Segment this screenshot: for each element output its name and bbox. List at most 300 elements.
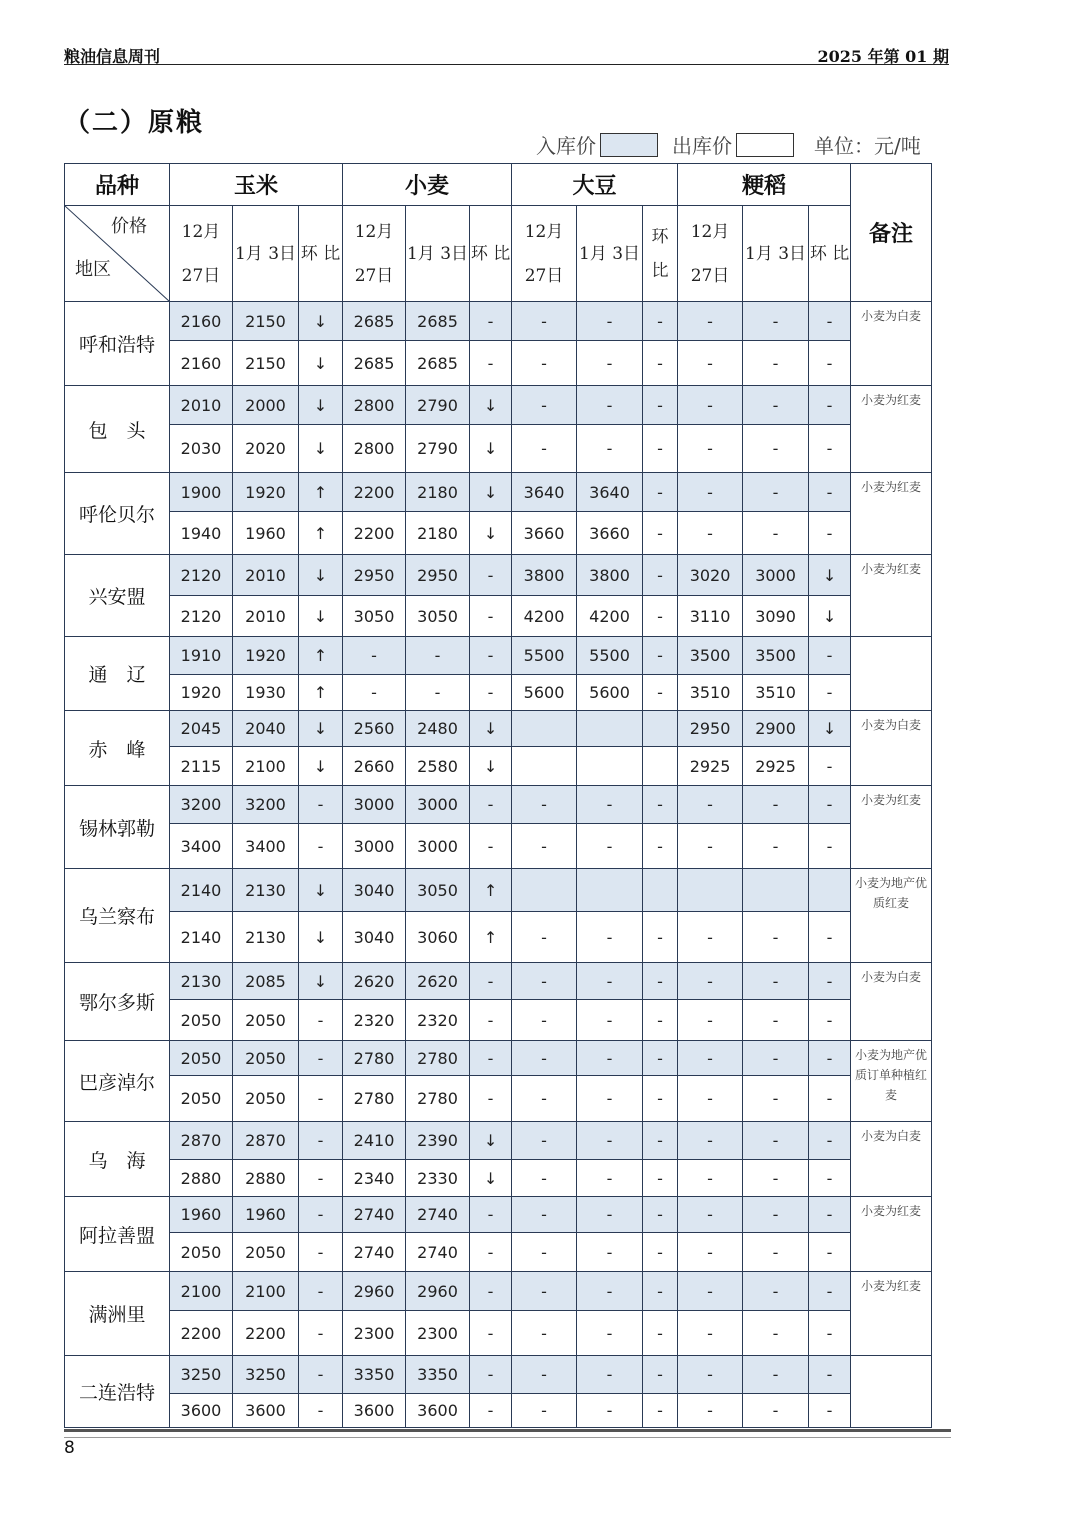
price-cell: -	[577, 1311, 643, 1356]
price-cell: -	[678, 1233, 743, 1272]
price-cell: 2115	[170, 747, 233, 786]
date-header-row	[65, 206, 932, 302]
change-indicator: -	[643, 302, 678, 341]
out-price-row	[65, 1160, 932, 1197]
price-cell: 3350	[406, 1356, 470, 1394]
region-name: 呼伦贝尔	[65, 473, 170, 555]
in-price-row	[65, 1197, 932, 1233]
price-cell: -	[577, 302, 643, 341]
price-cell: 2560	[343, 711, 406, 747]
region-name: 乌 海	[65, 1122, 170, 1197]
price-cell: -	[678, 302, 743, 341]
price-cell: 2960	[343, 1272, 406, 1311]
price-table-body	[65, 302, 932, 1428]
price-cell: 2790	[406, 425, 470, 473]
in-price-row	[65, 869, 932, 912]
remark-cell: 小麦为白麦	[851, 711, 932, 786]
price-cell: -	[743, 386, 809, 425]
change-indicator	[643, 869, 678, 912]
change-indicator	[643, 747, 678, 786]
price-cell: 2880	[233, 1160, 299, 1197]
soybean-header: 大豆	[512, 164, 678, 206]
change-indicator: -	[643, 1076, 678, 1122]
price-cell: 5600	[512, 675, 577, 711]
price-cell: 3640	[577, 473, 643, 512]
change-indicator: -	[643, 1394, 678, 1428]
price-cell: -	[743, 1076, 809, 1122]
price-cell: 2120	[170, 555, 233, 596]
price-cell: 3400	[170, 824, 233, 869]
price-cell: 3350	[343, 1356, 406, 1394]
price-cell: 2660	[343, 747, 406, 786]
region-name: 锡林郭勒	[65, 786, 170, 869]
remark-header: 备注	[851, 164, 932, 302]
out-price-swatch	[736, 133, 794, 157]
price-cell: 2130	[170, 963, 233, 1000]
date-header: 1月 3日	[743, 206, 809, 302]
region-name: 兴安盟	[65, 555, 170, 637]
price-cell: 1960	[233, 512, 299, 555]
price-cell: -	[512, 1311, 577, 1356]
change-indicator: -	[299, 1394, 343, 1428]
price-cell: 2800	[343, 386, 406, 425]
price-cell: 2800	[343, 425, 406, 473]
price-cell: -	[678, 1272, 743, 1311]
price-cell: 2150	[233, 341, 299, 386]
price-cell: 5600	[577, 675, 643, 711]
price-cell: 2180	[406, 473, 470, 512]
price-cell: 2740	[343, 1233, 406, 1272]
price-cell: -	[743, 824, 809, 869]
price-cell: 1960	[170, 1197, 233, 1233]
region-name: 通 辽	[65, 637, 170, 711]
change-indicator: -	[299, 1160, 343, 1197]
price-cell: 3640	[512, 473, 577, 512]
out-price-label: 出库价	[672, 134, 732, 158]
change-header: 环 比	[643, 206, 678, 302]
change-indicator: -	[643, 1197, 678, 1233]
price-cell: 3200	[233, 786, 299, 824]
change-indicator: ↓	[299, 596, 343, 637]
price-cell: 2410	[343, 1122, 406, 1160]
price-cell: 2085	[233, 963, 299, 1000]
price-cell: 1900	[170, 473, 233, 512]
price-cell: 3000	[343, 824, 406, 869]
out-price-row	[65, 1233, 932, 1272]
section-title: （二）原粮	[64, 108, 205, 138]
price-cell: -	[512, 1356, 577, 1394]
remark-cell	[851, 637, 932, 711]
price-cell: 2100	[233, 747, 299, 786]
in-price-label: 入库价	[536, 134, 596, 158]
price-cell: 3510	[678, 675, 743, 711]
price-cell: 2870	[233, 1122, 299, 1160]
change-indicator: ↓	[299, 912, 343, 963]
price-cell: -	[577, 1356, 643, 1394]
in-price-row	[65, 1041, 932, 1076]
price-cell: 3250	[233, 1356, 299, 1394]
price-cell: -	[678, 341, 743, 386]
change-indicator: -	[643, 912, 678, 963]
change-indicator: ↓	[470, 386, 512, 425]
change-indicator: -	[643, 1311, 678, 1356]
change-indicator: -	[470, 1197, 512, 1233]
price-cell: 2050	[170, 1233, 233, 1272]
price-cell: -	[678, 1394, 743, 1428]
price-cell: -	[512, 1041, 577, 1076]
price-cell: -	[743, 786, 809, 824]
date-header: 12月 27日	[170, 206, 233, 302]
change-indicator: -	[299, 1272, 343, 1311]
change-indicator: -	[299, 1000, 343, 1041]
change-indicator: -	[299, 786, 343, 824]
out-price-row	[65, 824, 932, 869]
price-cell: -	[678, 1197, 743, 1233]
price-cell: -	[577, 1197, 643, 1233]
date-header: 1月 3日	[577, 206, 643, 302]
price-cell: 3040	[343, 869, 406, 912]
in-price-row	[65, 1356, 932, 1394]
change-indicator: ↓	[299, 386, 343, 425]
price-cell: 2320	[406, 1000, 470, 1041]
price-cell: -	[512, 786, 577, 824]
price-cell: 2330	[406, 1160, 470, 1197]
price-cell: 2950	[406, 555, 470, 596]
remark-cell: 小麦为红麦	[851, 386, 932, 473]
change-indicator: ↑	[470, 912, 512, 963]
price-cell: 2780	[406, 1076, 470, 1122]
region-name: 鄂尔多斯	[65, 963, 170, 1041]
out-price-row	[65, 912, 932, 963]
price-cell	[512, 711, 577, 747]
price-cell: 2300	[343, 1311, 406, 1356]
journal-title: 粮油信息周刊	[64, 47, 161, 66]
change-indicator: -	[470, 1233, 512, 1272]
price-cell: 2950	[343, 555, 406, 596]
price-cell: 3050	[406, 596, 470, 637]
price-cell: -	[678, 512, 743, 555]
price-cell: -	[577, 1394, 643, 1428]
change-indicator: -	[470, 302, 512, 341]
change-indicator: -	[809, 302, 851, 341]
page-number: 8	[64, 1438, 75, 1458]
price-cell: 2925	[743, 747, 809, 786]
price-cell: -	[743, 1272, 809, 1311]
price-cell: -	[577, 963, 643, 1000]
change-indicator: -	[809, 747, 851, 786]
change-indicator: -	[470, 341, 512, 386]
change-indicator: -	[643, 512, 678, 555]
price-cell: -	[678, 425, 743, 473]
price-cell: 3660	[577, 512, 643, 555]
price-cell: 2200	[170, 1311, 233, 1356]
price-cell: -	[512, 1122, 577, 1160]
change-indicator: -	[643, 425, 678, 473]
footer-divider	[64, 1429, 951, 1438]
change-indicator: -	[470, 675, 512, 711]
change-indicator: -	[809, 1122, 851, 1160]
price-label: 价格	[111, 216, 147, 237]
change-indicator: -	[299, 1076, 343, 1122]
price-cell: 2740	[343, 1197, 406, 1233]
change-indicator: -	[299, 1356, 343, 1394]
region-name: 赤 峰	[65, 711, 170, 786]
price-cell: -	[743, 1311, 809, 1356]
price-cell: -	[743, 1122, 809, 1160]
remark-cell: 小麦为地产优质订单种植红麦	[851, 1041, 932, 1122]
price-cell: -	[577, 341, 643, 386]
variety-header: 品种	[65, 164, 170, 206]
header-divider	[64, 64, 949, 65]
change-indicator: -	[470, 1311, 512, 1356]
change-indicator: ↓	[809, 711, 851, 747]
in-price-row	[65, 555, 932, 596]
remark-cell: 小麦为红麦	[851, 1272, 932, 1356]
change-indicator: -	[643, 1041, 678, 1076]
price-cell: 3600	[406, 1394, 470, 1428]
region-name: 包 头	[65, 386, 170, 473]
grain-price-table	[64, 163, 932, 1428]
price-cell: 2160	[170, 341, 233, 386]
change-indicator: -	[643, 637, 678, 675]
price-cell: -	[743, 425, 809, 473]
price-cell: 2580	[406, 747, 470, 786]
price-cell: 1930	[233, 675, 299, 711]
price-cell: 2130	[233, 869, 299, 912]
price-cell: -	[743, 1041, 809, 1076]
price-cell: 3000	[406, 786, 470, 824]
price-cell: 3110	[678, 596, 743, 637]
price-cell: 2960	[406, 1272, 470, 1311]
price-cell: -	[743, 1233, 809, 1272]
remark-cell: 小麦为红麦	[851, 555, 932, 637]
price-cell: 2950	[678, 711, 743, 747]
out-price-row	[65, 747, 932, 786]
change-indicator: -	[470, 824, 512, 869]
change-indicator: -	[470, 1076, 512, 1122]
remark-cell: 小麦为红麦	[851, 786, 932, 869]
price-cell: 2870	[170, 1122, 233, 1160]
change-indicator: -	[470, 555, 512, 596]
in-price-row	[65, 1272, 932, 1311]
price-cell: 3660	[512, 512, 577, 555]
change-indicator: -	[470, 1000, 512, 1041]
change-indicator: -	[809, 1197, 851, 1233]
price-cell: 2150	[233, 302, 299, 341]
price-cell: 3600	[343, 1394, 406, 1428]
change-indicator: -	[643, 824, 678, 869]
price-cell: -	[743, 302, 809, 341]
price-cell: 2200	[343, 512, 406, 555]
price-cell: 5500	[512, 637, 577, 675]
price-cell	[512, 869, 577, 912]
price-cell: 3060	[406, 912, 470, 963]
price-cell: 1920	[233, 637, 299, 675]
price-cell: 2685	[406, 302, 470, 341]
region-name: 二连浩特	[65, 1356, 170, 1428]
price-cell: 2020	[233, 425, 299, 473]
price-cell: -	[678, 1160, 743, 1197]
change-indicator	[643, 711, 678, 747]
price-cell: 3050	[343, 596, 406, 637]
change-indicator: -	[470, 1356, 512, 1394]
change-indicator: ↓	[470, 1160, 512, 1197]
price-cell: -	[512, 341, 577, 386]
out-price-row	[65, 1076, 932, 1122]
date-header: 12月 27日	[678, 206, 743, 302]
price-cell: 3000	[343, 786, 406, 824]
price-cell: 2740	[406, 1197, 470, 1233]
out-price-row	[65, 341, 932, 386]
change-indicator: ↓	[470, 425, 512, 473]
price-cell: 2130	[233, 912, 299, 963]
region-name: 呼和浩特	[65, 302, 170, 386]
change-indicator: -	[470, 596, 512, 637]
change-indicator: -	[809, 1076, 851, 1122]
price-cell: -	[743, 963, 809, 1000]
price-cell: -	[678, 1122, 743, 1160]
price-cell: 2050	[233, 1041, 299, 1076]
price-cell: 2390	[406, 1122, 470, 1160]
change-indicator: -	[299, 1197, 343, 1233]
change-indicator: -	[643, 786, 678, 824]
price-cell: 3600	[233, 1394, 299, 1428]
change-indicator: -	[643, 1122, 678, 1160]
price-cell: 2050	[233, 1233, 299, 1272]
price-cell: -	[577, 912, 643, 963]
change-indicator	[809, 869, 851, 912]
price-cell	[743, 869, 809, 912]
change-indicator: ↓	[299, 711, 343, 747]
price-cell: -	[577, 786, 643, 824]
region-name: 巴彦淖尔	[65, 1041, 170, 1122]
change-indicator: -	[643, 596, 678, 637]
price-cell: 2925	[678, 747, 743, 786]
price-cell: 1940	[170, 512, 233, 555]
price-cell: -	[743, 1000, 809, 1041]
price-cell: -	[577, 1076, 643, 1122]
price-cell: -	[512, 425, 577, 473]
price-cell: 3500	[743, 637, 809, 675]
price-cell: 3020	[678, 555, 743, 596]
change-indicator: ↑	[299, 512, 343, 555]
unit-label: 单位：元/吨	[814, 134, 921, 158]
change-indicator: -	[643, 341, 678, 386]
price-cell: 2140	[170, 912, 233, 963]
out-price-row	[65, 1311, 932, 1356]
price-cell: -	[743, 473, 809, 512]
change-indicator: -	[809, 425, 851, 473]
in-price-row	[65, 302, 932, 341]
grain-header-row	[65, 164, 932, 206]
change-indicator: -	[643, 1000, 678, 1041]
change-indicator: -	[809, 1233, 851, 1272]
date-header: 1月 3日	[233, 206, 299, 302]
change-indicator: -	[299, 1233, 343, 1272]
change-indicator: -	[643, 473, 678, 512]
price-cell	[512, 747, 577, 786]
price-cell: 2050	[233, 1076, 299, 1122]
change-indicator: -	[809, 341, 851, 386]
change-indicator: -	[809, 786, 851, 824]
out-price-row	[65, 1000, 932, 1041]
price-cell: 2160	[170, 302, 233, 341]
price-cell: 2620	[343, 963, 406, 1000]
change-indicator: -	[809, 1356, 851, 1394]
price-cell: -	[512, 912, 577, 963]
price-cell: -	[512, 1000, 577, 1041]
price-cell: -	[678, 1356, 743, 1394]
price-cell: 2200	[343, 473, 406, 512]
price-cell: -	[512, 1160, 577, 1197]
change-indicator: -	[643, 555, 678, 596]
price-cell: -	[577, 425, 643, 473]
in-price-row	[65, 637, 932, 675]
change-indicator: ↑	[299, 637, 343, 675]
price-cell: 2010	[233, 555, 299, 596]
price-cell: -	[512, 1272, 577, 1311]
change-indicator: -	[809, 963, 851, 1000]
price-cell: 2100	[233, 1272, 299, 1311]
price-cell: -	[577, 1233, 643, 1272]
price-cell: 2685	[343, 341, 406, 386]
change-indicator: ↓	[299, 747, 343, 786]
price-cell: -	[743, 1394, 809, 1428]
price-cell: -	[678, 1041, 743, 1076]
price-cell: -	[678, 824, 743, 869]
change-indicator: ↓	[470, 1122, 512, 1160]
region-name: 阿拉善盟	[65, 1197, 170, 1272]
change-indicator: -	[299, 1311, 343, 1356]
change-indicator: ↓	[299, 341, 343, 386]
price-cell: 3000	[406, 824, 470, 869]
change-indicator: -	[470, 637, 512, 675]
change-indicator: ↓	[470, 512, 512, 555]
change-indicator: ↓	[299, 555, 343, 596]
remark-cell: 小麦为地产优质红麦	[851, 869, 932, 963]
price-cell: 2050	[170, 1041, 233, 1076]
price-cell: -	[678, 963, 743, 1000]
change-indicator: ↓	[299, 869, 343, 912]
in-price-row	[65, 711, 932, 747]
price-cell: -	[678, 1076, 743, 1122]
change-indicator: -	[299, 1122, 343, 1160]
price-cell: -	[512, 963, 577, 1000]
price-cell: 2900	[743, 711, 809, 747]
out-price-row	[65, 1394, 932, 1428]
change-indicator: ↓	[299, 963, 343, 1000]
date-header: 12月 27日	[512, 206, 577, 302]
price-cell: -	[512, 1197, 577, 1233]
change-indicator: -	[809, 1394, 851, 1428]
change-header: 环 比	[809, 206, 851, 302]
price-cell: 2120	[170, 596, 233, 637]
price-cell: -	[406, 637, 470, 675]
change-indicator: -	[643, 1356, 678, 1394]
price-region-corner	[65, 206, 170, 302]
price-cell: 2740	[406, 1233, 470, 1272]
price-cell	[577, 747, 643, 786]
price-cell: 2050	[170, 1000, 233, 1041]
price-cell: 4200	[512, 596, 577, 637]
change-indicator: ↓	[809, 596, 851, 637]
price-cell: 3510	[743, 675, 809, 711]
change-indicator: -	[470, 1041, 512, 1076]
price-cell: 2340	[343, 1160, 406, 1197]
price-legend	[536, 130, 921, 159]
price-cell: 3600	[170, 1394, 233, 1428]
change-indicator: -	[809, 824, 851, 869]
